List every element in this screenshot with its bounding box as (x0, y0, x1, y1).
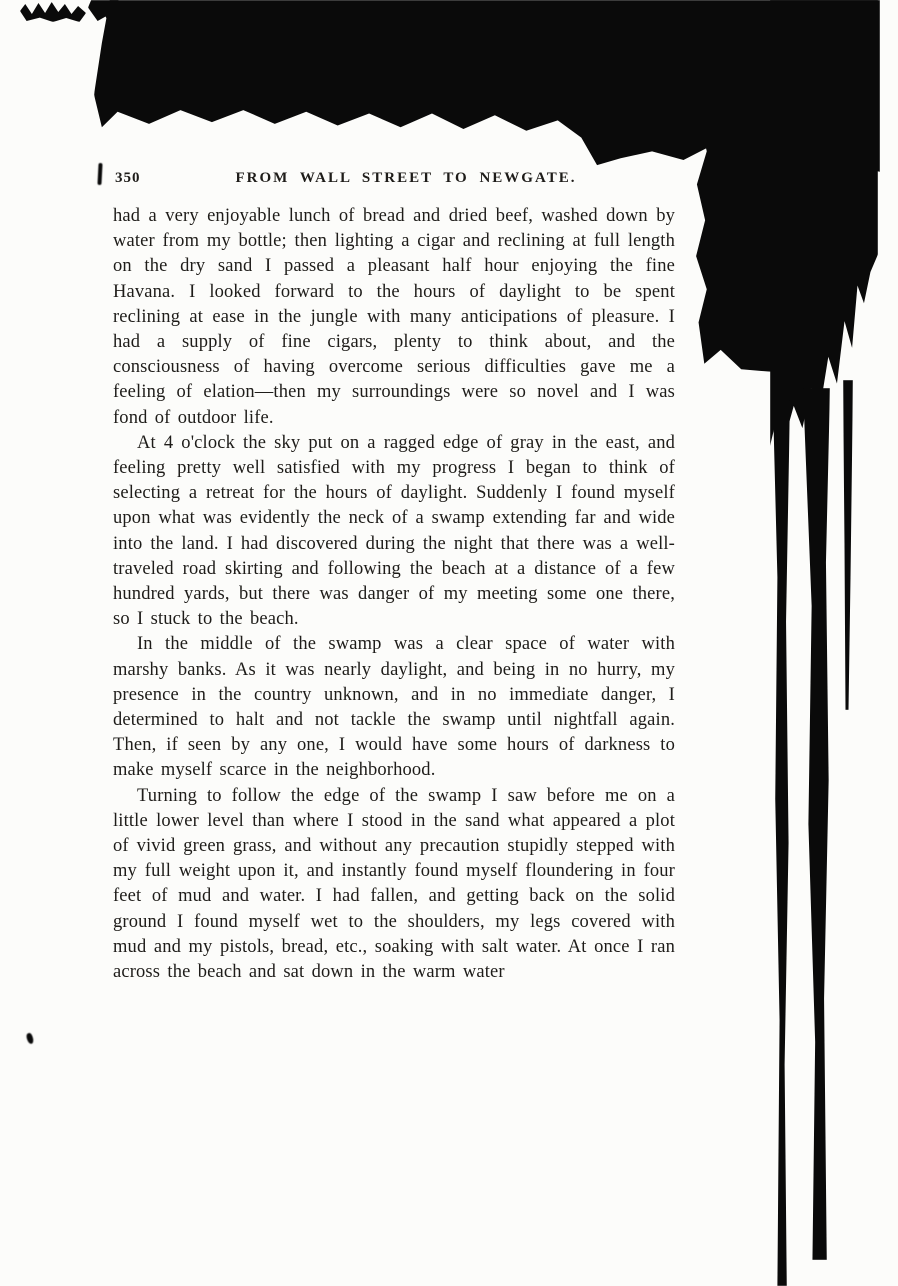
page-header (113, 170, 675, 192)
paragraph: In the middle of the swamp was a clear space of water with marshy banks. As it was nearly daylight, and being in no hurry, my presence in the country unknown, and in no immediate danger, I determined to halt and not tackle the swamp until nightfall again. Then, if seen by any one, I would have some hours of darkness to make myself scarce in the neighborhood. (113, 634, 675, 781)
scan-artifact-vertical-streak (803, 388, 830, 1260)
scan-artifact-vertical-streak (772, 400, 790, 1286)
scan-artifact-right-mass (770, 0, 878, 446)
paragraph: At 4 o'clock the sky put on a ragged edge of gray in the east, and feeling pretty well satisfied with my progress I began to think of selecting a retreat for the hours of daylight. Suddenly I found myself upon what was evidently the neck of a swamp extending far and wide into the land. I had discovered during the night that there was a well-traveled road skirting and following the beach at a distance of a few hundred yards, but there was danger of my meeting some one there, so I stuck to the beach. (113, 432, 675, 630)
paragraph: Turning to follow the edge of the swamp I saw before me on a little lower level than where I stood in the sand what appeared a plot of vivid green grass, and without any precaution stupidly stepped with my full weight upon it, and instantly found myself floundering in four feet of mud and water. I had fallen, and getting back on the solid ground I found myself wet to the shoulders, my legs covered with mud and my pistols, bread, etc., soaking with salt water. At once I ran across the beach and sat down in the warm water (113, 785, 675, 983)
scan-artifact-right-blob (692, 96, 774, 372)
scan-artifact-speck (97, 163, 102, 185)
scan-artifact-top-left-mark (20, 2, 86, 22)
scan-artifact-speck (25, 1032, 34, 1044)
running-title: FROM WALL STREET TO NEWGATE. (235, 170, 577, 186)
scan-artifact-vertical-streak (843, 380, 853, 710)
page-body (113, 204, 675, 985)
page-number: 350 (115, 170, 141, 186)
paragraph: had a very enjoyable lunch of bread and dried beef, washed down by water from my bottle; then lighting a cigar and reclining at full length on the dry sand I passed a pleasant half hour enjoying the fine Havana. I looked forward to the hours of daylight to be spent reclining at ease in the jungle with many anticipations of pleasure. I had a supply of fine cigars, plenty to think about, and the consciousness of having overcome serious difficulties gave me a feeling of elation—then my surroundings were so novel and I was fond of outdoor life. (113, 206, 675, 428)
